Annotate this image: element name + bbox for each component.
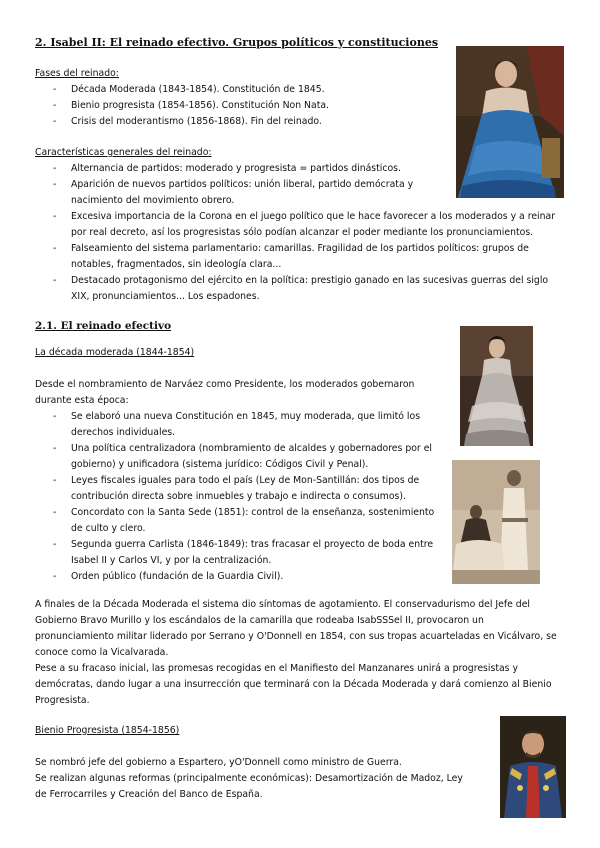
- decada-para1: A finales de la Década Moderada el sistema dio síntomas de agotamiento. El conservadurismo del Jefe del Gobierno Bravo Murillo y los escándalos de la camarilla que rodeaba IsabSSSel II, provocaron un pronunciamiento militar liderado por Serrano y O'Donnell en 1854, con sus tropas acuarteladas en Vicálvaro, se conoce como la Vicalvarada.: [35, 599, 557, 658]
- list-item: - Una política centralizadora (nombramiento de alcaldes y gobernadores por el gobierno) y unificadora (sistema jurídico: Códigos Civil y Penal).: [35, 441, 445, 473]
- list-item: - Excesiva importancia de la Corona en el juego político que le hace favorecer a los moderados y a reinar por real decreto, así los progresistas sólo podían alcanzar el poder mediante los pronunciamientos.: [35, 209, 560, 241]
- list-item: - Bienio progresista (1854-1856). Constitución Non Nata.: [35, 98, 435, 114]
- list-item: - Alternancia de partidos: moderado y progresista = partidos dinásticos.: [35, 161, 560, 177]
- photo-royal-couple: [452, 460, 540, 584]
- list-item: - Crisis del moderantismo (1856-1868). Fin del reinado.: [35, 114, 435, 130]
- list-item: - Aparición de nuevos partidos políticos: unión liberal, partido demócrata y nacimiento del movimiento obrero.: [35, 177, 560, 209]
- decada-intro: Desde el nombramiento de Narváez como Presidente, los moderados gobernaron durante esta época:: [35, 379, 415, 406]
- list-item: - Leyes fiscales iguales para todo el país (Ley de Mon-Santillán: dos tipos de contribución directa sobre inmuebles y trabajo e indirecta o consumos).: [35, 473, 445, 505]
- portrait-isabel-blue-dress: [456, 46, 564, 198]
- decada-heading: La década moderada (1844-1854): [35, 347, 195, 358]
- bienio-heading: Bienio Progresista (1854-1856): [35, 725, 180, 736]
- fases-heading: Fases del reinado:: [35, 68, 119, 79]
- fases-block: [35, 66, 435, 130]
- caracteristicas-heading: Características generales del reinado:: [35, 147, 212, 158]
- decada-para2: Pese a su fracaso inicial, las promesas recogidas en el Manifiesto del Manzanares unirá a progresistas y demócratas, dando lugar a una insurrección que terminará con la Década Moderada y dará comienzo al Bienio Progresista.: [35, 663, 552, 706]
- decada-list: [35, 409, 445, 585]
- list-item: - Década Moderada (1843-1854). Constitución de 1845.: [35, 82, 435, 98]
- bienio-line2: Se realizan algunas reformas (principalmente económicas): Desamortización de Madoz, Ley de Ferrocarriles y Creación del Banco de España.: [35, 773, 463, 800]
- list-item: - Concordato con la Santa Sede (1851): control de la enseñanza, sostenimiento de culto y clero.: [35, 505, 445, 537]
- subsection-title: 2.1. El reinado efectivo: [35, 320, 172, 332]
- portrait-isabel-grey-dress: [460, 326, 533, 446]
- list-item: - Falseamiento del sistema parlamentario: camarillas. Fragilidad de los partidos políticos: grupos de notables, fragmentados, sin ideología clara...: [35, 241, 560, 273]
- list-item: - Se elaboró una nueva Constitución en 1845, muy moderada, que limitó los derechos individuales.: [35, 409, 445, 441]
- portrait-military-officer: [500, 716, 566, 818]
- list-item: - Destacado protagonismo del ejército en la política: prestigio ganado en las sucesivas guerras del siglo XIX, pronunciamientos... Los espadones.: [35, 273, 560, 305]
- list-item: - Orden público (fundación de la Guardia Civil).: [35, 569, 445, 585]
- bienio-line1: Se nombró jefe del gobierno a Espartero, yO'Donnell como ministro de Guerra.: [35, 757, 402, 768]
- list-item: - Segunda guerra Carlista (1846-1849): tras fracasar el proyecto de boda entre Isabel II y Carlos VI, y por la centralización.: [35, 537, 445, 569]
- section-title: 2. Isabel II: El reinado efectivo. Grupos políticos y constituciones: [35, 36, 439, 49]
- fases-list: [35, 82, 435, 130]
